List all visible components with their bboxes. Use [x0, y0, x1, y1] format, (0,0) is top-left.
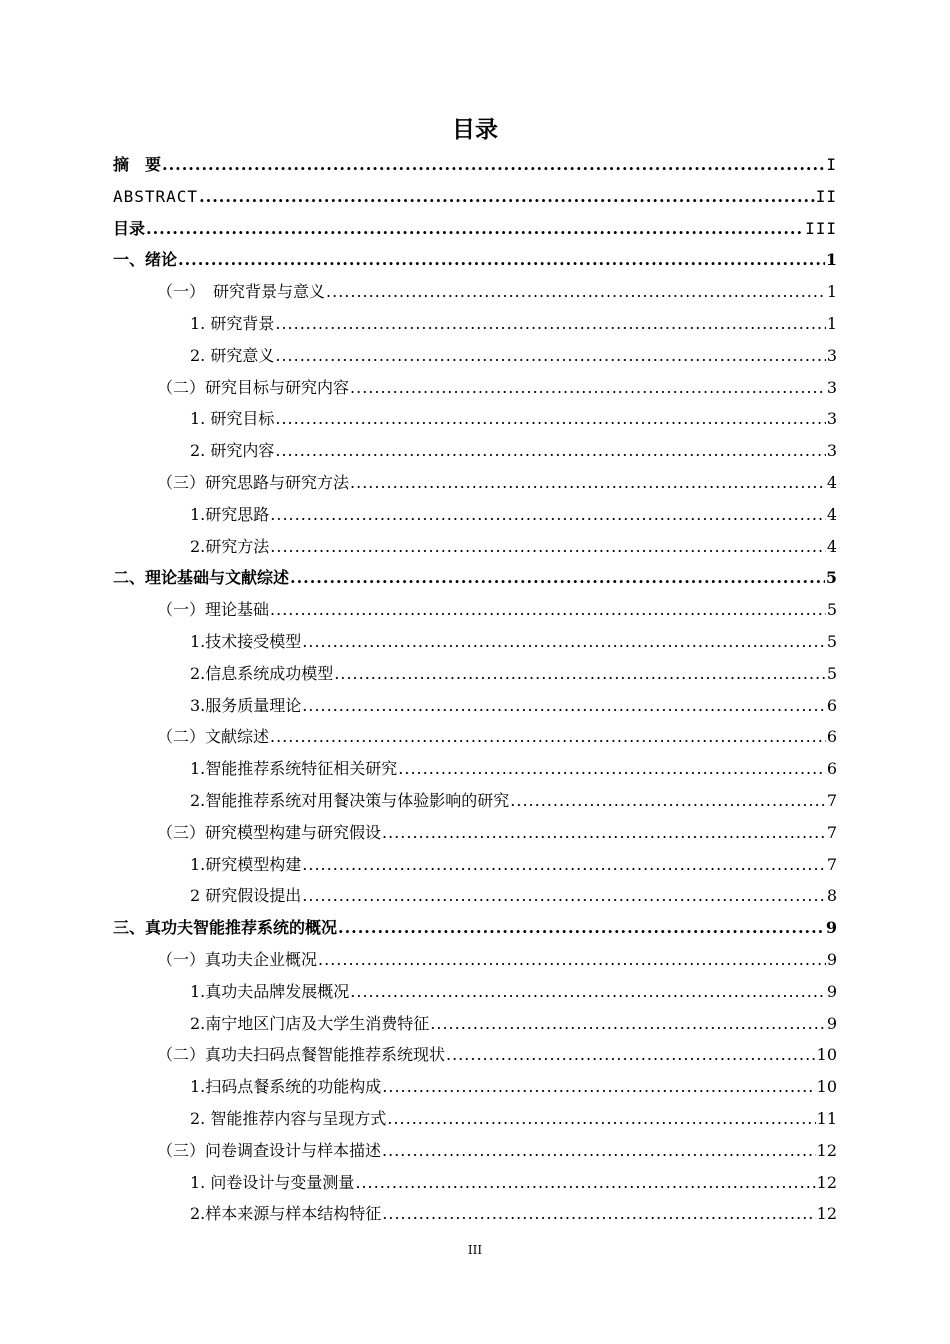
toc-entry-page: 6 — [826, 695, 837, 715]
toc-entry[interactable] — [113, 403, 837, 435]
toc-leader-dots — [510, 785, 826, 817]
toc-entry-title: 三、真功夫智能推荐系统的概况 — [113, 918, 338, 938]
toc-entry-page: 1 — [826, 282, 837, 302]
toc-entry[interactable] — [113, 976, 837, 1008]
toc-entry-page: 7 — [826, 822, 837, 842]
toc-entry-title: 2 研究假设提出 — [190, 886, 302, 906]
toc-entry-title: （二）真功夫扫码点餐智能推荐系统现状 — [157, 1045, 446, 1065]
toc-entry-title: 目录 — [113, 218, 146, 238]
toc-leader-dots — [382, 1135, 816, 1167]
toc-entry-title: 1.研究模型构建 — [190, 854, 302, 874]
toc-leader-dots — [275, 435, 825, 467]
toc-leader-dots — [350, 976, 826, 1008]
toc-entry-page: 3 — [826, 409, 837, 429]
toc-entry-page: 5 — [826, 663, 837, 683]
toc-entry-page: 4 — [826, 536, 837, 556]
toc-entry-title: 1. 研究目标 — [190, 409, 275, 429]
toc-entry-title: ABSTRACT — [113, 186, 199, 206]
toc-entry-title: （二）文献综述 — [157, 727, 270, 747]
toc-entry-title: 2.南宁地区门店及大学生消费特征 — [190, 1013, 430, 1033]
toc-entry-page: 12 — [816, 1172, 837, 1192]
toc-entry[interactable] — [113, 1008, 837, 1040]
toc-entry-title: 2. 研究意义 — [190, 345, 275, 365]
toc-entry[interactable] — [113, 817, 837, 849]
toc-entry-title: （二）研究目标与研究内容 — [157, 377, 350, 397]
toc-entry-page: 6 — [826, 727, 837, 747]
toc-leader-dots — [275, 403, 825, 435]
toc-entry[interactable] — [113, 276, 837, 308]
toc-entry[interactable] — [113, 149, 837, 181]
toc-entry-page: 8 — [826, 886, 837, 906]
toc-entry-title: （三）研究思路与研究方法 — [157, 472, 350, 492]
toc-entry-page: 9 — [825, 918, 837, 938]
toc-leader-dots — [398, 753, 826, 785]
toc-entry[interactable] — [113, 594, 837, 626]
toc-entry-title: （三）问卷调查设计与样本描述 — [157, 1140, 382, 1160]
toc-entry-page: 9 — [826, 1013, 837, 1033]
toc-leader-dots — [430, 1008, 826, 1040]
toc-entry[interactable] — [113, 213, 837, 245]
toc-entry-title: 1.扫码点餐系统的功能构成 — [190, 1077, 382, 1097]
toc-entry-title: 1.技术接受模型 — [190, 631, 302, 651]
toc-entry[interactable] — [113, 626, 837, 658]
toc-entry-title: 1.智能推荐系统特征相关研究 — [190, 759, 398, 779]
toc-leader-dots — [355, 1167, 815, 1199]
toc-entry[interactable] — [113, 1198, 837, 1230]
toc-entry-page: 10 — [816, 1077, 837, 1097]
toc-leader-dots — [318, 944, 826, 976]
toc-entry[interactable] — [113, 944, 837, 976]
toc-entry-title: 2.研究方法 — [190, 536, 270, 556]
toc-entry-title: 1. 研究背景 — [190, 313, 275, 333]
toc-entry-page: II — [815, 186, 837, 206]
toc-leader-dots — [270, 531, 826, 563]
toc-entry-page: 7 — [826, 854, 837, 874]
toc-leader-dots — [270, 499, 826, 531]
toc-entry[interactable] — [113, 785, 837, 817]
toc-entry-page: 5 — [826, 600, 837, 620]
toc-entry[interactable] — [113, 181, 837, 213]
toc-leader-dots — [382, 817, 826, 849]
toc-entry[interactable] — [113, 690, 837, 722]
toc-entry[interactable] — [113, 1167, 837, 1199]
toc-leader-dots — [382, 1071, 815, 1103]
toc-entry-title: 2. 智能推荐内容与呈现方式 — [190, 1108, 387, 1128]
toc-leader-dots — [275, 340, 825, 372]
toc-entry-page: 10 — [816, 1045, 837, 1065]
toc-leader-dots — [446, 1039, 816, 1071]
toc-leader-dots — [350, 467, 826, 499]
toc-leader-dots — [146, 213, 804, 245]
toc-entry[interactable] — [113, 721, 837, 753]
toc-entry-title: 摘 要 — [113, 155, 162, 174]
toc-entry[interactable] — [113, 849, 837, 881]
toc-leader-dots — [275, 308, 825, 340]
toc-entry-title: 2.智能推荐系统对用餐决策与体验影响的研究 — [190, 790, 510, 810]
toc-leader-dots — [302, 626, 826, 658]
toc-entry[interactable] — [113, 308, 837, 340]
toc-leader-dots — [338, 912, 825, 944]
toc-entry[interactable] — [113, 562, 837, 594]
toc-entry-title: （三）研究模型构建与研究假设 — [157, 822, 382, 842]
toc-entry-page: 3 — [826, 441, 837, 461]
toc-leader-dots — [334, 658, 826, 690]
toc-entry-page: 3 — [826, 345, 837, 365]
toc-entry-page: 9 — [826, 949, 837, 969]
toc-leader-dots — [199, 181, 815, 213]
toc-entry[interactable] — [113, 658, 837, 690]
toc-entry-page: 9 — [826, 981, 837, 1001]
toc-entry-page: 3 — [826, 377, 837, 397]
toc-entry-title: （一）真功夫企业概况 — [157, 949, 318, 969]
toc-leader-dots — [270, 721, 826, 753]
toc-entry[interactable] — [113, 912, 837, 944]
toc-entry[interactable] — [113, 1135, 837, 1167]
toc-entry-page: 5 — [825, 568, 837, 588]
toc-entry[interactable] — [113, 435, 837, 467]
toc-leader-dots — [302, 880, 826, 912]
toc-entry-page: 4 — [826, 472, 837, 492]
toc-entry[interactable] — [113, 340, 837, 372]
toc-entry-title: 2.信息系统成功模型 — [190, 663, 334, 683]
toc-entry[interactable] — [113, 467, 837, 499]
toc-leader-dots — [162, 149, 825, 181]
toc-leader-dots — [382, 1198, 815, 1230]
toc-entry-page: 5 — [826, 631, 837, 651]
toc-entry[interactable] — [113, 1071, 837, 1103]
toc-entry-page: 1 — [825, 250, 837, 270]
toc-entry-page: 4 — [826, 504, 837, 524]
toc-entry-title: 3.服务质量理论 — [190, 695, 302, 715]
toc-leader-dots — [290, 562, 825, 594]
page-footer-number: III — [467, 1243, 483, 1257]
toc-entry[interactable] — [113, 372, 837, 404]
toc-entry-title: 2. 研究内容 — [190, 441, 275, 461]
toc-leader-dots — [302, 690, 826, 722]
toc-entry-title: （一）理论基础 — [157, 600, 270, 620]
toc-entry-page: 12 — [816, 1140, 837, 1160]
toc-leader-dots — [178, 244, 825, 276]
toc-entry-page: 12 — [816, 1204, 837, 1224]
toc-entry-page: I — [826, 155, 837, 174]
toc-entry[interactable] — [113, 1103, 837, 1135]
toc-entry[interactable] — [113, 531, 837, 563]
page-title: 目录 — [452, 117, 498, 143]
toc-entry-title: （一） 研究背景与意义 — [157, 282, 326, 302]
toc-entry-page: 7 — [826, 790, 837, 810]
table-of-contents — [113, 149, 837, 1230]
toc-entry-page: III — [805, 218, 837, 238]
toc-entry-title: 1.研究思路 — [190, 504, 270, 524]
toc-entry[interactable] — [113, 753, 837, 785]
toc-leader-dots — [302, 849, 826, 881]
toc-entry-title: 1.真功夫品牌发展概况 — [190, 981, 350, 1001]
toc-entry-title: 一、绪论 — [113, 250, 178, 270]
toc-entry[interactable] — [113, 1039, 837, 1071]
toc-entry-page: 11 — [816, 1108, 837, 1128]
toc-leader-dots — [270, 594, 826, 626]
toc-entry-page: 6 — [826, 759, 837, 779]
toc-entry[interactable] — [113, 499, 837, 531]
toc-leader-dots — [326, 276, 826, 308]
toc-entry-title: 2.样本来源与样本结构特征 — [190, 1204, 382, 1224]
toc-entry-title: 1. 问卷设计与变量测量 — [190, 1172, 355, 1192]
toc-entry[interactable] — [113, 244, 837, 276]
toc-entry-page: 1 — [826, 313, 837, 333]
toc-leader-dots — [350, 372, 826, 404]
toc-entry[interactable] — [113, 880, 837, 912]
toc-leader-dots — [387, 1103, 815, 1135]
toc-entry-title: 二、理论基础与文献综述 — [113, 568, 290, 588]
